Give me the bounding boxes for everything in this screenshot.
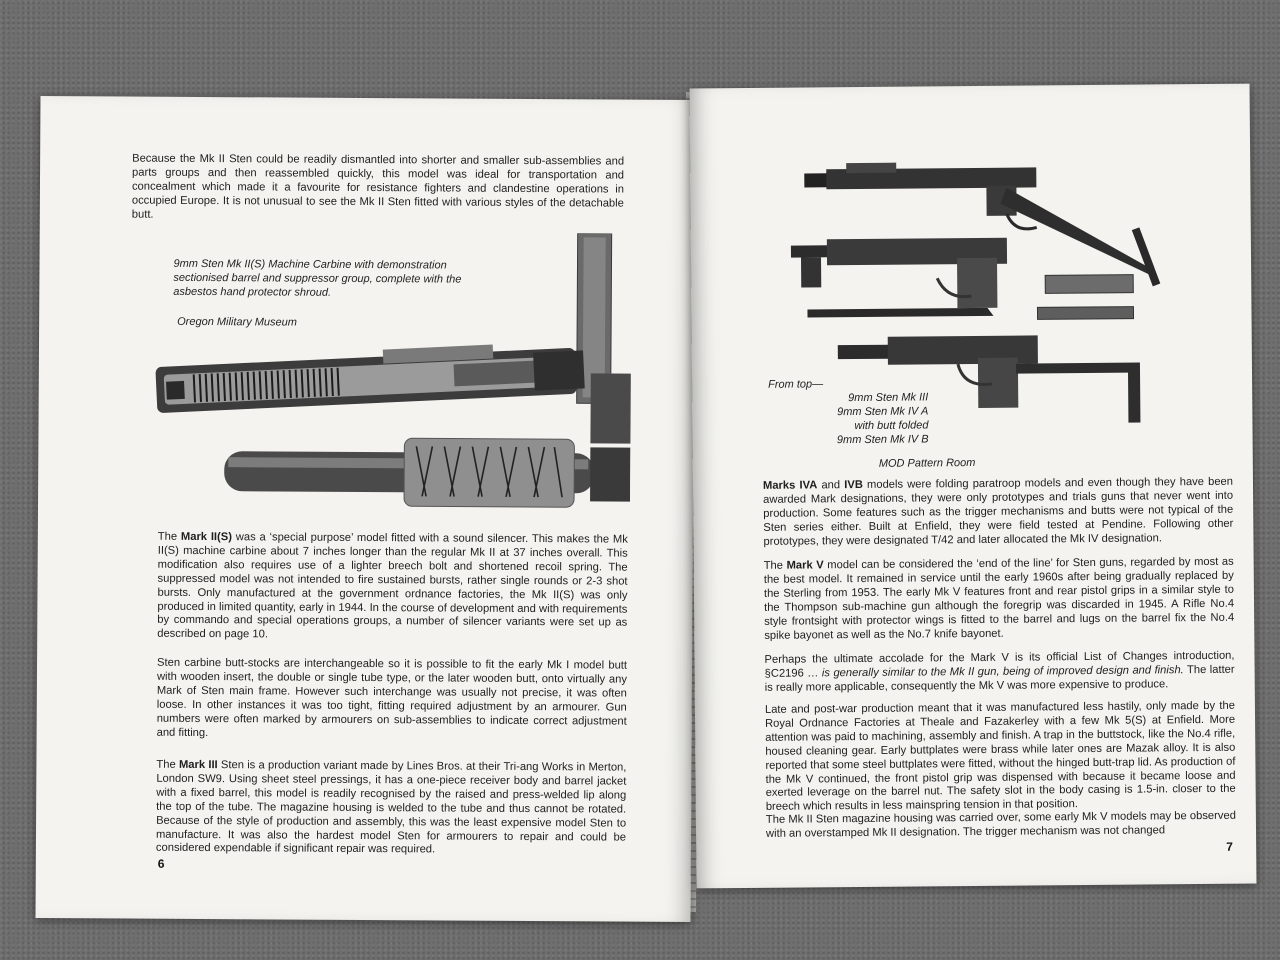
sten-mk2s-photo [154, 231, 632, 534]
sten-mk4a-image [791, 238, 1008, 318]
term-mark-2s: Mark II(S) [180, 530, 233, 544]
intro-paragraph: Because the Mk II Sten could be readily dismantled into shorter and smaller sub-assemblies and parts groups and then reassembled quickly, this model was ideal for transportation and concealment which made it a favourite for resistance fighters and clandestine operations in occupied Europe. It is not unusual to see the Mk II Sten fitted with various styles of the detachable butt. [131, 152, 625, 221]
quote-italic: is generally similar to the Mk II gun, being of improved design and finish. [821, 664, 1184, 680]
page-number-left: 6 [157, 856, 165, 871]
magazine-housing-paragraph: The Mk II Sten magazine housing was carried over, some early Mk V models may be observed with an overstamped Mk II designation. The trigger mechanism was not changed [765, 809, 1236, 840]
mark-5-paragraph: The Mark V model can be considered the ‘end of the line’ for Sten guns, regarded by most as the best model. It remained in service until the early 1960s after being gradually replaced by the Sterling from 1953. The early Mk V features front and rear pistol grips in a similar style to the Thompson sub-machine gun although the foregrip was discarded in 1945. A Rifle No.4 style frontsight with protector wings is fitted to the barrel and lugs on the barrel fix the No.4 spike bayonet as well as the No.7 knife bayonet. [763, 555, 1235, 642]
term-mark-3: Mark III [178, 758, 218, 772]
term-4b: IVB [844, 478, 863, 492]
photo-caption-right: From top— 9mm Sten Mk III 9mm Sten Mk IV A with butt folded 9mm Sten Mk IV B [768, 378, 929, 447]
term-mark-5: Mark V [786, 559, 824, 572]
photo-credit-right: MOD Pattern Room [878, 456, 976, 470]
post-war-paragraph: Late and post-war production meant that it was manufactured less hastily, only made by the Royal Ordnance Factories at Theale and Fazakerley with a few Mk 5(S) at Enfield. More attention was paid to machining, assembly and finish. A trap in the buttstock, like the No.4 rifle, housed cleaning gear. Early buttplates were brass while later ones are Mazak alloy. It is also reported that some steel buttplates were fitted, without the hinged butt-trap lid. As production of the Mk V continued, the front pistol grip was dispensed with because it became loose and exerted leverage on the barrel nut. The safety slot in the body casing is 1.5-in. closer to the breech which results in less mainspring tension in that position. [764, 699, 1236, 814]
marks-4a-4b-paragraph: Marks IVA and IVB models were folding paratroop models and even though they have been awarded Mark designations, they were only prototypes and trials guns that never went into production. Some features such as the trigger mechanisms and butts were not typical of the Sten series either. Built at Enfield, they were field tested at Pendine. Following other prototypes, they were designated T/42 and later allocated the Mk IV designation. [762, 475, 1234, 548]
barrel-with-shroud [224, 437, 630, 507]
accolade-paragraph: Perhaps the ultimate accolade for the Mark V is its official List of Changes introduction, §C2196 … is generally similar to the Mk II gun, being of improved design and finish. The latter is really more applicable, consequently the Mk V was more expensive to produce. [764, 649, 1235, 694]
term-marks-4a: Marks IVA [762, 479, 818, 492]
butt-stocks-paragraph: Sten carbine butt-stocks are interchangeable so it is possible to fit the early Mk I model butt with wooden insert, the double or single tube type, or the later wooden butt, onto virtually any Mark of Sten main frame. However such interchange was usually not precise, it was often loose. In other instances it was too tight, fitting required adjustment by an armourer. Gun numbers were often marked by armourers on sub-assemblies to indicate correct adjustment and fitting. [156, 656, 628, 739]
magazine-short [1037, 307, 1133, 320]
photo-caption: 9mm Sten Mk II(S) Machine Carbine with demonstration sectionised barrel and suppressor group, complete with the asbestos hand protector shroud. [173, 257, 462, 299]
right-page [690, 84, 1257, 889]
mark-2s-paragraph: The Mark II(S) was a ‘special purpose’ model fitted with a sound silencer. This makes the Mk II(S) machine carbine about 7 inches longer than the regular Mk II at 37 inches overall. This modification also requires use of a lighter breech bolt and shortened recoil spring. The suppressed model was not intended to fire sustained bursts, rather single rounds or 2-3 shot bursts. Only manufactured at the government ordnance factories, the Mk II(S) was only produced in limited quantity, early in 1944. In the course of development and with requirements by commando and special operations groups, a number of silencer variants were set up as described on page 10. [157, 530, 628, 641]
page-number-right: 7 [1226, 839, 1233, 854]
left-page [35, 96, 695, 922]
asbestos-hand-protector [404, 438, 574, 507]
photo-caption-credit: Oregon Military Museum [177, 315, 298, 329]
magazine-long [1045, 275, 1133, 294]
sectionised-suppressor [155, 340, 585, 413]
mark-3-paragraph: The Mark III Sten is a production variant made by Lines Bros. at their Tri-ang Works in Merton, London SW9. Using sheet steel pressings, it has a one-piece receiver body and barrel jacket with a fixed barrel, this model is readily recognised by the raised and press-welded lip along the top of the tube. The magazine housing is welded to the tube and thus cannot be rotated. Because of the style of production and assembly, this was the least expensive model Sten to manufacture. It was also the hardest model Sten for armourers to repair and could be considered expendable if significant repair was required. [155, 758, 627, 856]
